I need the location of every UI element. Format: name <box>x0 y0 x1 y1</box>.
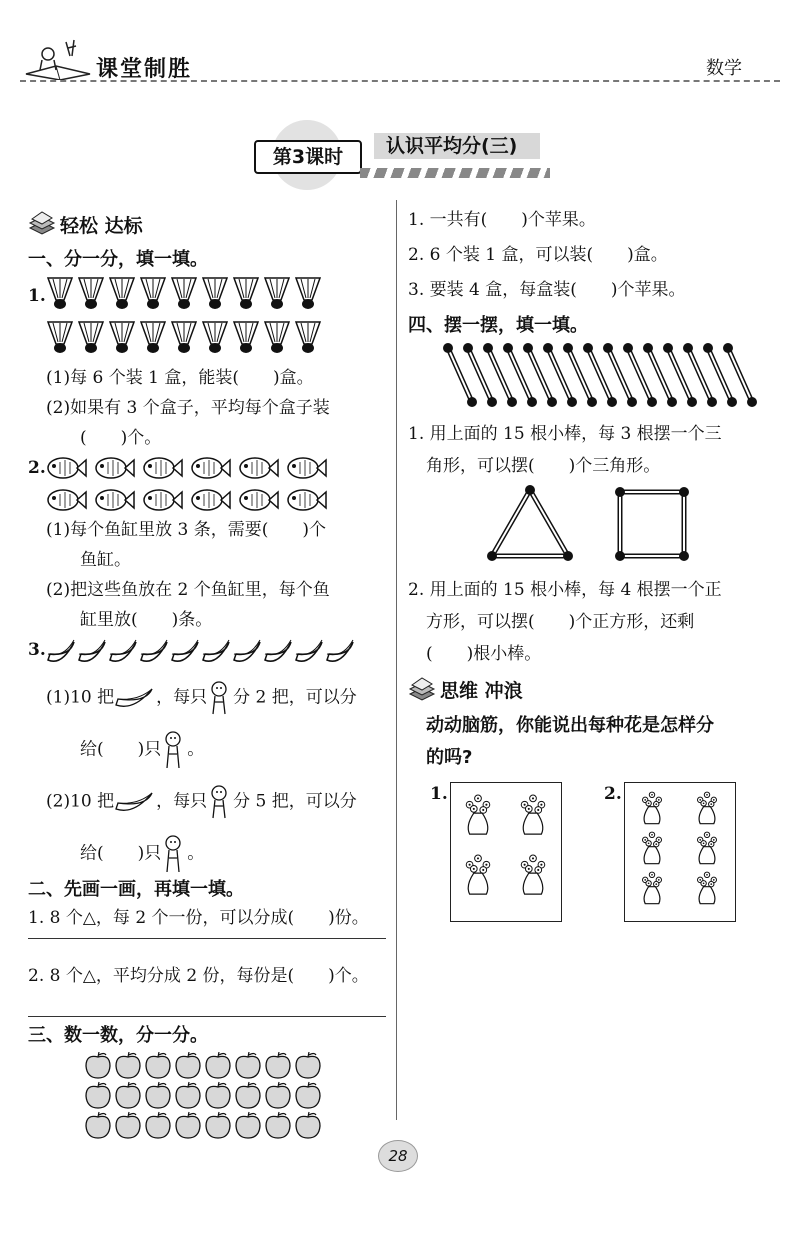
q3-b1 <box>46 784 357 820</box>
q3-b1-pre: (2)10 把 <box>46 791 115 812</box>
apple-icon <box>86 1082 110 1108</box>
lesson-stripes-decoration <box>360 168 550 178</box>
q2-a1: (1)每个鱼缸里放 3 条，需要( )个 <box>46 520 326 540</box>
r-q2: 2. 6 个装 1 盒，可以装( )盒。 <box>408 245 668 265</box>
q3-b2-post: 。 <box>187 843 205 864</box>
q3-a2 <box>80 730 204 770</box>
shuttlecock-icon <box>141 322 165 353</box>
fish-icon <box>96 490 134 510</box>
apple-icon <box>116 1112 140 1138</box>
p4-q2a: 2. 用上面的 15 根小棒，每 4 根摆一个正 <box>408 580 722 600</box>
banana-icon <box>265 640 291 661</box>
stick-row <box>443 343 757 407</box>
apple-icon <box>206 1112 230 1138</box>
vases-figure-2 <box>625 783 735 921</box>
section-badge-think: 思维 冲浪 <box>440 680 523 702</box>
flower-vase-icon <box>697 872 716 904</box>
banana-icon <box>327 640 353 661</box>
shuttlecock-icon <box>203 322 227 353</box>
fish-icon <box>144 458 182 478</box>
fish-icon <box>192 458 230 478</box>
apple-icon <box>296 1112 320 1138</box>
q3-b1-mid: ，每只 <box>156 791 208 812</box>
apple-icon <box>296 1082 320 1108</box>
sticks-figure <box>436 340 760 410</box>
banana-icon <box>79 640 105 661</box>
part2-q2: 2. 8 个△，平均分成 2 份，每份是( )个。 <box>28 966 369 986</box>
monkey-icon <box>161 834 187 874</box>
shuttlecock-icon <box>265 278 289 309</box>
fish-icon <box>240 458 278 478</box>
apple-icon <box>206 1082 230 1108</box>
fish-icon <box>48 490 86 510</box>
part2-q1: 1. 8 个△，每 2 个一份，可以分成( )份。 <box>28 908 369 928</box>
flower-vase-icon <box>466 795 490 834</box>
vase-frame-1 <box>450 782 562 922</box>
vase-frame-2 <box>624 782 736 922</box>
monkey-icon <box>161 730 187 770</box>
q3-a2-pre: 给( )只 <box>80 739 162 760</box>
shuttlecock-rows <box>48 278 320 353</box>
apple-icon <box>236 1112 260 1138</box>
lesson-number: 第3课时 <box>254 140 362 174</box>
q3-b1-post: 分 5 把，可以分 <box>233 791 357 812</box>
part1-heading: 一、分一分，填一填。 <box>28 249 208 270</box>
book-title: 课堂制胜 <box>96 57 193 82</box>
apple-icon <box>206 1052 230 1078</box>
fish-icon <box>96 458 134 478</box>
fish-icon <box>48 458 86 478</box>
q3-number: 3. <box>28 640 46 660</box>
flower-vase-icon <box>697 792 716 824</box>
banana-icon <box>296 640 322 661</box>
q1-b1: (2)如果有 3 个盒子，平均每个盒子装 <box>46 398 330 418</box>
fish-icon <box>288 490 326 510</box>
shuttlecock-icon <box>296 278 320 309</box>
apple-icon <box>146 1082 170 1108</box>
flower-vase-icon <box>642 832 661 864</box>
books-icon <box>408 676 436 706</box>
shuttlecock-icon <box>234 278 258 309</box>
apple-icon <box>86 1052 110 1078</box>
apple-icon <box>266 1112 290 1138</box>
q1-b2: ( )个。 <box>80 428 162 448</box>
shuttlecock-icon <box>172 322 196 353</box>
banana-icon <box>141 640 167 661</box>
apple-icon <box>146 1052 170 1078</box>
q3-b2 <box>80 834 204 874</box>
banana-icon <box>48 640 74 661</box>
q2-b2: 缸里放( )条。 <box>80 610 213 630</box>
column-divider <box>396 200 397 1120</box>
part2-heading: 二、先画一画，再填一填。 <box>28 879 244 900</box>
bananas-figure <box>46 634 366 668</box>
flower-vase-icon <box>697 832 716 864</box>
shuttlecock-icon <box>110 322 134 353</box>
apple-icon <box>116 1052 140 1078</box>
q3-a1-pre: (1)10 把 <box>46 687 115 708</box>
shuttlecock-icon <box>203 278 227 309</box>
apple-grid <box>86 1052 320 1138</box>
part3-heading: 三、数一数，分一分。 <box>28 1025 208 1046</box>
lesson-title: 认识平均分(三) <box>374 133 540 159</box>
shuttlecock-icon <box>265 322 289 353</box>
apple-icon <box>86 1112 110 1138</box>
shuttlecock-icon <box>296 322 320 353</box>
apple-icon <box>176 1112 200 1138</box>
apple-icon <box>176 1052 200 1078</box>
vases-figure-1 <box>451 783 561 921</box>
banana-icon <box>203 640 229 661</box>
flower-vase-icon <box>642 872 661 904</box>
r-q3: 3. 要装 4 盒，每盒装( )个苹果。 <box>408 280 686 300</box>
shuttlecock-icon <box>48 278 72 309</box>
banana-row <box>48 640 353 661</box>
fish-icon <box>192 490 230 510</box>
books-icon <box>28 210 56 240</box>
shuttlecock-icon <box>79 278 103 309</box>
p4-q2b: 方形，可以摆( )个正方形，还剩 <box>426 612 695 632</box>
square-figure <box>612 484 692 564</box>
p4-q1b: 角形，可以摆( )个三角形。 <box>426 456 661 476</box>
part4-heading: 四、摆一摆，填一填。 <box>408 315 588 336</box>
p4-q1a: 1. 用上面的 15 根小棒，每 3 根摆一个三 <box>408 424 722 444</box>
think-prompt-2: 的吗? <box>426 747 473 768</box>
q2-b1: (2)把这些鱼放在 2 个鱼缸里，每个鱼 <box>46 580 330 600</box>
apple-icon <box>266 1052 290 1078</box>
apples-figure <box>84 1052 334 1142</box>
fish-icon <box>240 490 278 510</box>
q3-a2-post: 。 <box>187 739 205 760</box>
subject-label: 数学 <box>706 58 742 79</box>
monkey-icon <box>207 784 233 820</box>
fig2-label: 2. <box>604 784 622 804</box>
q3-b2-pre: 给( )只 <box>80 843 162 864</box>
flower-vase-icon <box>466 855 490 894</box>
triangle-figure <box>484 484 576 564</box>
shuttlecock-icon <box>110 278 134 309</box>
header-divider <box>20 80 780 82</box>
banana-icon <box>110 640 136 661</box>
shuttlecock-icon <box>141 278 165 309</box>
apple-icon <box>266 1082 290 1108</box>
q2-number: 2. <box>28 458 46 478</box>
section-badge-easy: 轻松 达标 <box>60 215 143 237</box>
shuttlecocks-figure <box>46 276 346 360</box>
monkey-icon <box>207 680 233 716</box>
q3-a1-post: 分 2 把，可以分 <box>233 687 357 708</box>
apple-icon <box>236 1052 260 1078</box>
shuttlecock-icon <box>172 278 196 309</box>
q1-number: 1. <box>28 286 46 306</box>
page-number: 28 <box>378 1140 418 1172</box>
flower-vase-icon <box>642 792 661 824</box>
answer-line <box>28 938 386 939</box>
fish-figure <box>46 452 346 516</box>
shuttlecock-icon <box>48 322 72 353</box>
apple-icon <box>146 1112 170 1138</box>
shuttlecock-icon <box>234 322 258 353</box>
flower-vase-icon <box>521 855 545 894</box>
banana-bunch-icon <box>114 789 156 815</box>
book-logo-icon <box>22 36 94 80</box>
fish-rows <box>48 458 326 510</box>
apple-icon <box>116 1082 140 1108</box>
shuttlecock-icon <box>79 322 103 353</box>
think-prompt-1: 动动脑筋，你能说出每种花是怎样分 <box>426 715 714 736</box>
answer-line <box>28 1016 386 1017</box>
fig1-label: 1. <box>430 784 448 804</box>
banana-icon <box>172 640 198 661</box>
banana-bunch-icon <box>114 685 156 711</box>
q1-a: (1)每 6 个装 1 盒，能装( )盒。 <box>46 368 314 388</box>
fish-icon <box>288 458 326 478</box>
r-q1: 1. 一共有( )个苹果。 <box>408 210 596 230</box>
q3-a1-mid: ，每只 <box>156 687 208 708</box>
banana-icon <box>234 640 260 661</box>
flower-vase-icon <box>521 795 545 834</box>
apple-icon <box>176 1082 200 1108</box>
fish-icon <box>144 490 182 510</box>
apple-icon <box>296 1052 320 1078</box>
apple-icon <box>236 1082 260 1108</box>
q3-a1 <box>46 680 357 716</box>
q2-a2: 鱼缸。 <box>80 550 131 570</box>
p4-q2c: ( )根小棒。 <box>426 644 542 664</box>
